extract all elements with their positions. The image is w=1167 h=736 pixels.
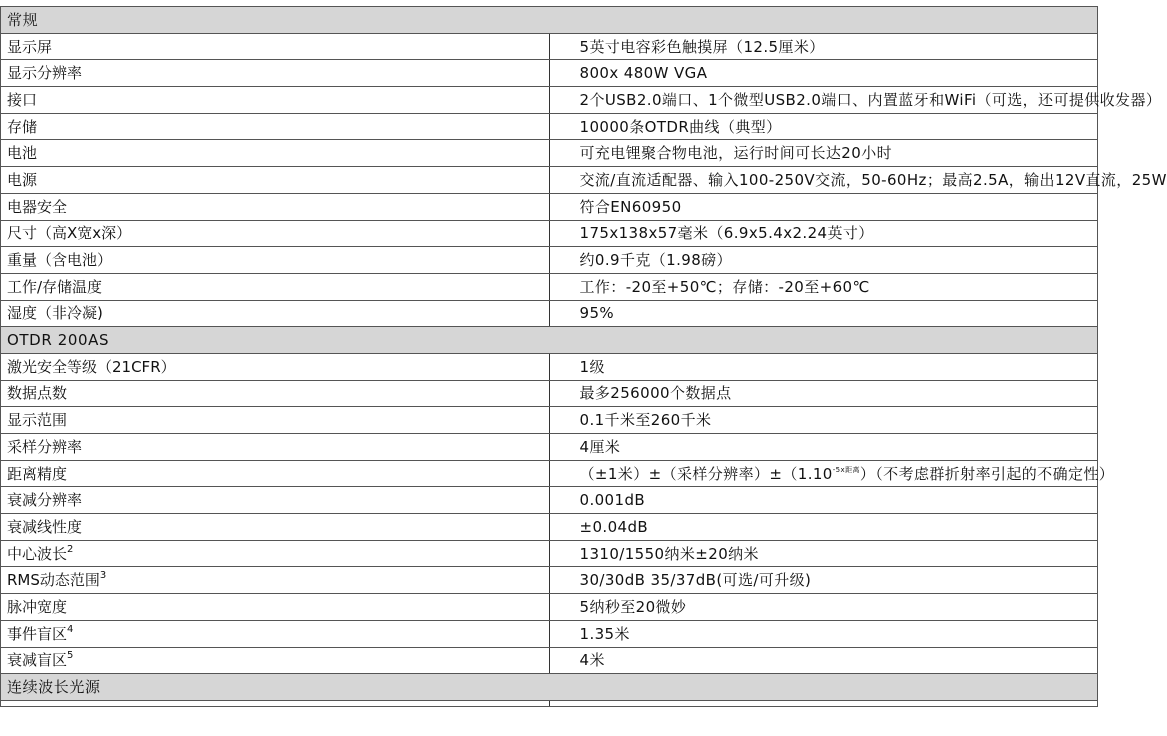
row-value: 交流/直流适配器、输入100-250V交流，50-60Hz；最高2.5A，输出12V直流，25W xyxy=(549,167,1098,194)
row-value: 4米 xyxy=(549,647,1098,674)
row-value: 1级 xyxy=(549,353,1098,380)
row-value-empty xyxy=(549,700,1098,706)
footnote-marker: 2 xyxy=(67,543,74,555)
row-value: 5英寸电容彩色触摸屏（12.5厘米） xyxy=(549,33,1098,60)
table-row xyxy=(1,594,1098,621)
row-label-cell xyxy=(1,647,550,674)
row-label-empty xyxy=(1,700,550,706)
row-label: 电器安全 xyxy=(1,193,550,220)
table-row xyxy=(1,434,1098,461)
row-label: 衰减线性度 xyxy=(1,514,550,541)
table-row xyxy=(1,113,1098,140)
footnote-marker: 5 xyxy=(67,650,74,662)
section-title: OTDR 200AS xyxy=(1,327,1098,354)
table-row xyxy=(1,487,1098,514)
section-header-general xyxy=(1,7,1098,34)
row-value: 2个USB2.0端口、1个微型USB2.0端口、内置蓝牙和WiFi（可选，还可提供收发器） xyxy=(549,87,1098,114)
table-row xyxy=(1,353,1098,380)
table-row xyxy=(1,567,1098,594)
row-label: 显示范围 xyxy=(1,407,550,434)
row-label-cell xyxy=(1,620,550,647)
row-value: 4厘米 xyxy=(549,434,1098,461)
row-label-cell xyxy=(1,567,550,594)
table-row xyxy=(1,620,1098,647)
row-value: 0.1千米至260千米 xyxy=(549,407,1098,434)
row-label: 显示分辨率 xyxy=(1,60,550,87)
row-label: 存储 xyxy=(1,113,550,140)
row-label: 距离精度 xyxy=(1,460,550,487)
row-value: ±0.04dB xyxy=(549,514,1098,541)
footnote-marker: 4 xyxy=(67,623,74,635)
table-row xyxy=(1,60,1098,87)
table-row xyxy=(1,220,1098,247)
footnote-marker: 3 xyxy=(99,570,107,582)
table-row xyxy=(1,380,1098,407)
section-title: 连续波长光源 xyxy=(1,674,1098,701)
section-header-otdr xyxy=(1,327,1098,354)
table-row xyxy=(1,140,1098,167)
table-row-partial xyxy=(1,700,1098,706)
row-value: 0.001dB xyxy=(549,487,1098,514)
row-value: 5纳秒至20微妙 xyxy=(549,594,1098,621)
row-value: 175x138x57毫米（6.9x5.4x2.24英寸） xyxy=(549,220,1098,247)
row-value: 1.35米 xyxy=(549,620,1098,647)
row-value: 符合EN60950 xyxy=(549,193,1098,220)
table-row xyxy=(1,247,1098,274)
row-value: 最多256000个数据点 xyxy=(549,380,1098,407)
row-value: 1310/1550纳米±20纳米 xyxy=(549,540,1098,567)
table-row xyxy=(1,300,1098,327)
row-label: 电池 xyxy=(1,140,550,167)
row-label: 衰减分辨率 xyxy=(1,487,550,514)
spec-table xyxy=(0,6,1167,707)
table-row xyxy=(1,460,1098,487)
row-label: 脉冲宽度 xyxy=(1,594,550,621)
row-value: 约0.9千克（1.98磅） xyxy=(549,247,1098,274)
table-row xyxy=(1,87,1098,114)
table-row xyxy=(1,514,1098,541)
row-value: 30/30dB 35/37dB(可选/可升级) xyxy=(549,567,1098,594)
table-row xyxy=(1,193,1098,220)
row-label-cell xyxy=(1,540,550,567)
row-label: 显示屏 xyxy=(1,33,550,60)
section-header-cw-source xyxy=(1,674,1098,701)
row-label: 重量（含电池） xyxy=(1,247,550,274)
row-value: 95% xyxy=(549,300,1098,327)
row-label: 中心波长 xyxy=(7,544,68,563)
table-row xyxy=(1,407,1098,434)
table-row xyxy=(1,167,1098,194)
row-label: RMS动态范围 xyxy=(7,571,100,590)
row-label: 湿度（非冷凝) xyxy=(1,300,550,327)
row-value: 800x 480W VGA xyxy=(549,60,1098,87)
row-label: 激光安全等级（21CFR） xyxy=(1,353,550,380)
row-label: 事件盲区 xyxy=(7,624,68,643)
row-label: 衰减盲区 xyxy=(7,651,68,670)
table-row xyxy=(1,33,1098,60)
table-row xyxy=(1,540,1098,567)
row-label: 采样分辨率 xyxy=(1,434,550,461)
table-row xyxy=(1,647,1098,674)
value-superscript: -5x距离 xyxy=(832,465,860,474)
value-prefix: （±1米）±（采样分辨率）±（1.10 xyxy=(579,464,833,483)
row-label: 工作/存储温度 xyxy=(1,273,550,300)
row-value: 工作：-20至+50℃；存储：-20至+60℃ xyxy=(549,273,1098,300)
row-label: 接口 xyxy=(1,87,550,114)
value-suffix: ）（不考虑群折射率引起的不确定性） xyxy=(859,464,1115,483)
row-label: 尺寸（高X宽x深） xyxy=(1,220,550,247)
row-label: 电源 xyxy=(1,167,550,194)
table-row xyxy=(1,273,1098,300)
row-value: 可充电锂聚合物电池，运行时间可长达20小时 xyxy=(549,140,1098,167)
row-label: 数据点数 xyxy=(1,380,550,407)
row-value xyxy=(549,460,1115,487)
row-value: 10000条OTDR曲线（典型） xyxy=(549,113,1098,140)
section-title: 常规 xyxy=(1,7,1098,34)
